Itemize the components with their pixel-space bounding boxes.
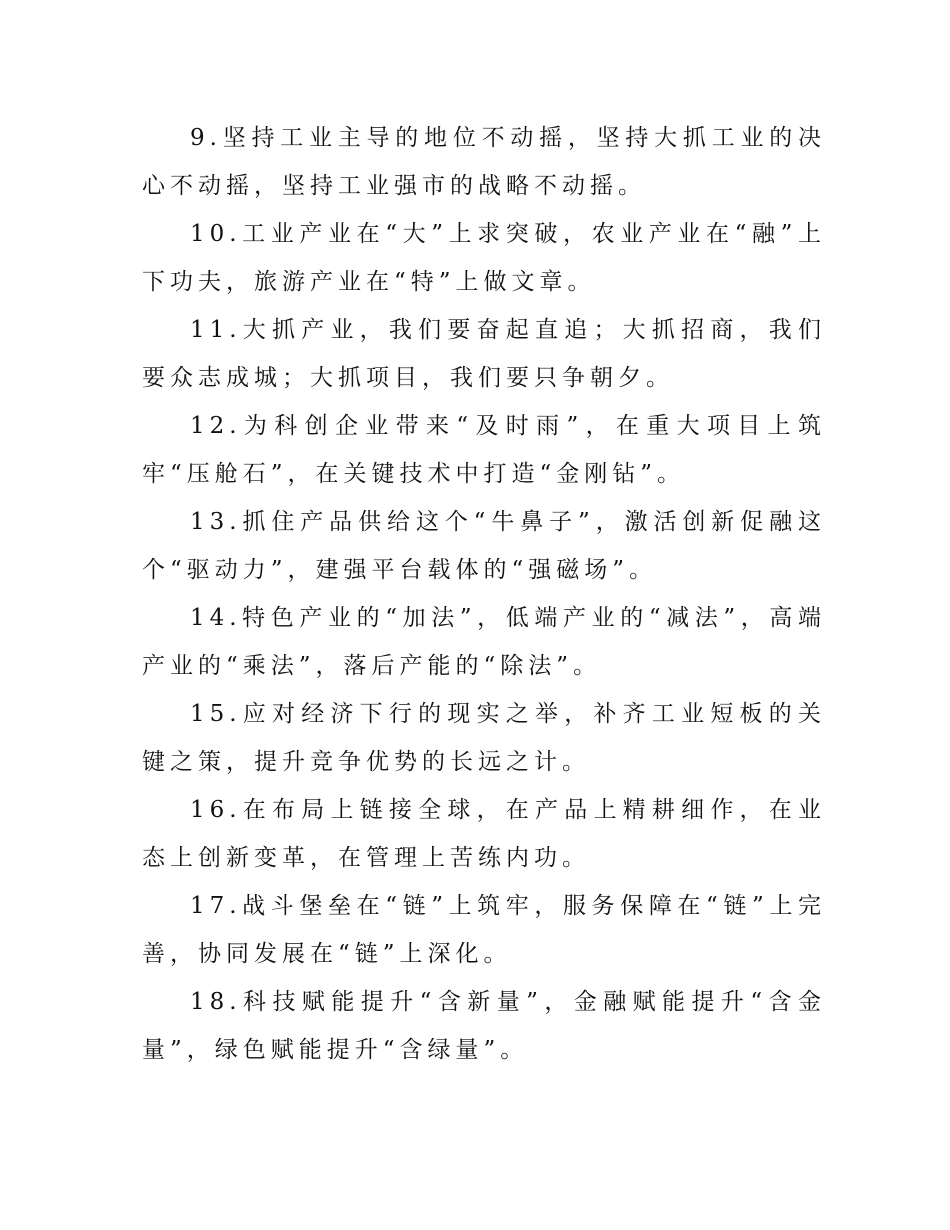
paragraph-9: 9.坚持工业主导的地位不动摇，坚持大抓工业的决心不动摇，坚持工业强市的战略不动摇。 [142,125,826,199]
paragraph-17: 17.战斗堡垒在“链”上筑牢，服务保障在“链”上完善，协同发展在“链”上深化。 [142,893,826,967]
document-body [142,114,826,1074]
paragraph-15: 15.应对经济下行的现实之举，补齐工业短板的关键之策，提升竞争优势的长远之计。 [142,701,826,775]
paragraph-12: 12.为科创企业带来“及时雨”，在重大项目上筑牢“压舱石”，在关键技术中打造“金刚钻”。 [142,413,826,487]
paragraph-16: 16.在布局上链接全球，在产品上精耕细作，在业态上创新变革，在管理上苦练内功。 [142,797,826,871]
paragraph-11: 11.大抓产业，我们要奋起直追；大抓招商，我们要众志成城；大抓项目，我们要只争朝夕。 [142,317,826,391]
paragraph-18: 18.科技赋能提升“含新量”，金融赋能提升“含金量”，绿色赋能提升“含绿量”。 [142,989,826,1063]
paragraph-10: 10.工业产业在“大”上求突破，农业产业在“融”上下功夫，旅游产业在“特”上做文章。 [142,221,826,295]
paragraph-13: 13.抓住产品供给这个“牛鼻子”，激活创新促融这个“驱动力”，建强平台载体的“强磁场”。 [142,509,826,583]
paragraph-14: 14.特色产业的“加法”，低端产业的“减法”，高端产业的“乘法”，落后产能的“除法”。 [142,605,826,679]
